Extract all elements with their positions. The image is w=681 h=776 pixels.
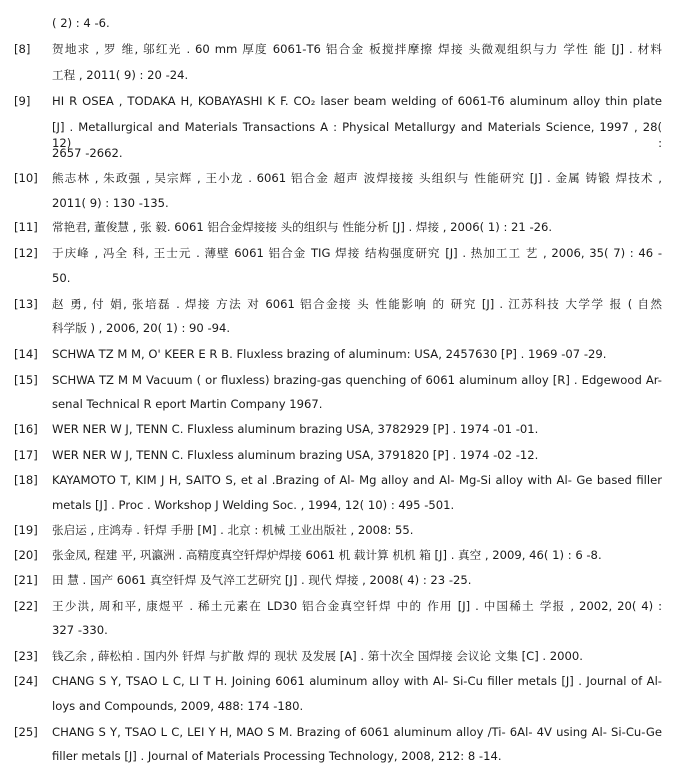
reference-line: 田 慧 . 国产 6061 真空钎焊 及气淬工艺研究 [J] . 现代 焊接 , 2008( 4) : 23 -25. — [52, 573, 472, 587]
reference-number: [15] — [14, 373, 38, 387]
reference-number: [16] — [14, 422, 38, 436]
reference-line: filler metals [J] . Journal of Materials Processing Technology, 2008, 212: 8 -14. — [52, 749, 502, 763]
reference-line: HI R OSEA , TODAKA H, KOBAYASHI K F. CO₂ laser beam welding of 6061-T6 aluminum alloy thin plate — [52, 94, 662, 108]
reference-number: [21] — [14, 573, 38, 587]
reference-line: CHANG S Y, TSAO L C, LI T H. Joining 6061 aluminum alloy with Al- Si-Cu filler metals [J] . Journal of Al- — [52, 674, 662, 688]
reference-line: 2011( 9) : 130 -135. — [52, 196, 169, 210]
reference-line: 钱乙余 , 薛松柏 . 国内外 钎焊 与扩散 焊的 现状 及发展 [A] . 第十次全 国焊接 会议论 文集 [C] . 2000. — [52, 649, 583, 663]
reference-line: 327 -330. — [52, 623, 108, 637]
reference-line: 科学版 ) , 2006, 20( 1) : 90 -94. — [52, 321, 231, 335]
reference-line: 常艳君, 董俊慧 , 张 毅. 6061 铝合金焊接接 头的组织与 性能分析 [J] . 焊接 , 2006( 1) : 21 -26. — [52, 220, 553, 234]
reference-line: CHANG S Y, TSAO L C, LEI Y H, MAO S M. Brazing of 6061 aluminum alloy /Ti- 6Al- 4V using Al- Si-Cu-Ge — [52, 725, 662, 739]
reference-line: loys and Compounds, 2009, 488: 174 -180. — [52, 699, 304, 713]
reference-number: [12] — [14, 246, 38, 260]
reference-line: 赵 勇, 付 娟, 张培磊 . 焊接 方法 对 6061 铝合金接 头 性能影响 的 研究 [J] . 江苏科技 大学学 报 ( 自然 — [52, 297, 662, 311]
reference-line: 张启运 , 庄鸿寿 . 钎焊 手册 [M] . 北京 : 机械 工业出版社 , 2008: 55. — [52, 523, 414, 537]
reference-number: [24] — [14, 674, 38, 688]
reference-number: [8] — [14, 42, 31, 56]
reference-line: WER NER W J, TENN C. Fluxless aluminum brazing USA, 3791820 [P] . 1974 -02 -12. — [52, 448, 539, 462]
reference-number: [20] — [14, 548, 38, 562]
reference-number: [18] — [14, 473, 38, 487]
reference-line: [J] . Metallurgical and Materials Transactions A : Physical Metallurgy and Materials Science, 1997 , 28( 12) : — [52, 120, 662, 150]
reference-line: 50. — [52, 271, 71, 285]
reference-number: [9] — [14, 94, 31, 108]
reference-line: ( 2) : 4 -6. — [52, 16, 110, 30]
reference-number: [17] — [14, 448, 38, 462]
reference-line: metals [J] . Proc . Workshop J Welding Soc. , 1994, 12( 10) : 495 -501. — [52, 498, 455, 512]
reference-line: 熊志林 , 朱政强 , 吴宗辉 , 王小龙 . 6061 铝合金 超声 波焊接接 头组织与 性能研究 [J] . 金属 铸锻 焊技术 , — [52, 171, 662, 185]
reference-line: KAYAMOTO T, KIM J H, SAITO S, et al .Brazing of Al- Mg alloy and Al- Mg-Si alloy with Al- Ge based filler — [52, 473, 662, 487]
reference-number: [19] — [14, 523, 38, 537]
reference-line: 于庆峰 , 冯全 科, 王士元 . 薄壁 6061 铝合金 TIG 焊接 结构强度研究 [J] . 热加工工 艺 , 2006, 35( 7) : 46 - — [52, 246, 662, 260]
reference-line: 王少洪, 周和平, 康煜平 . 稀土元素在 LD30 铝合金真空钎焊 中的 作用 [J] . 中国稀土 学报 , 2002, 20( 4) : — [52, 599, 662, 613]
reference-number: [22] — [14, 599, 38, 613]
reference-number: [14] — [14, 347, 38, 361]
reference-line: senal Technical R eport Martin Company 1967. — [52, 397, 323, 411]
reference-line: 工程 , 2011( 9) : 20 -24. — [52, 68, 189, 82]
reference-number: [13] — [14, 297, 38, 311]
reference-line: 张金凤, 程建 平, 巩瀛洲 . 高精度真空钎焊炉焊接 6061 机 载计算 机机 箱 [J] . 真空 , 2009, 46( 1) : 6 -8. — [52, 548, 602, 562]
reference-number: [10] — [14, 171, 38, 185]
reference-line: WER NER W J, TENN C. Fluxless aluminum brazing USA, 3782929 [P] . 1974 -01 -01. — [52, 422, 539, 436]
reference-line: SCHWA TZ M M, O' KEER E R B. Fluxless brazing of aluminum: USA, 2457630 [P] . 1969 -07 -29. — [52, 347, 607, 361]
reference-line: SCHWA TZ M M Vacuum ( or fluxless) brazing-gas quenching of 6061 aluminum alloy [R] . Edgewood Ar- — [52, 373, 662, 387]
reference-number: [25] — [14, 725, 38, 739]
reference-number: [11] — [14, 220, 38, 234]
reference-number: [23] — [14, 649, 38, 663]
reference-line: 2657 -2662. — [52, 146, 123, 160]
reference-line: 贺地求 , 罗 维, 邬红光 . 60 mm 厚度 6061-T6 铝合金 板搅拌摩擦 焊接 头微观组织与力 学性 能 [J] . 材料 — [52, 42, 662, 56]
